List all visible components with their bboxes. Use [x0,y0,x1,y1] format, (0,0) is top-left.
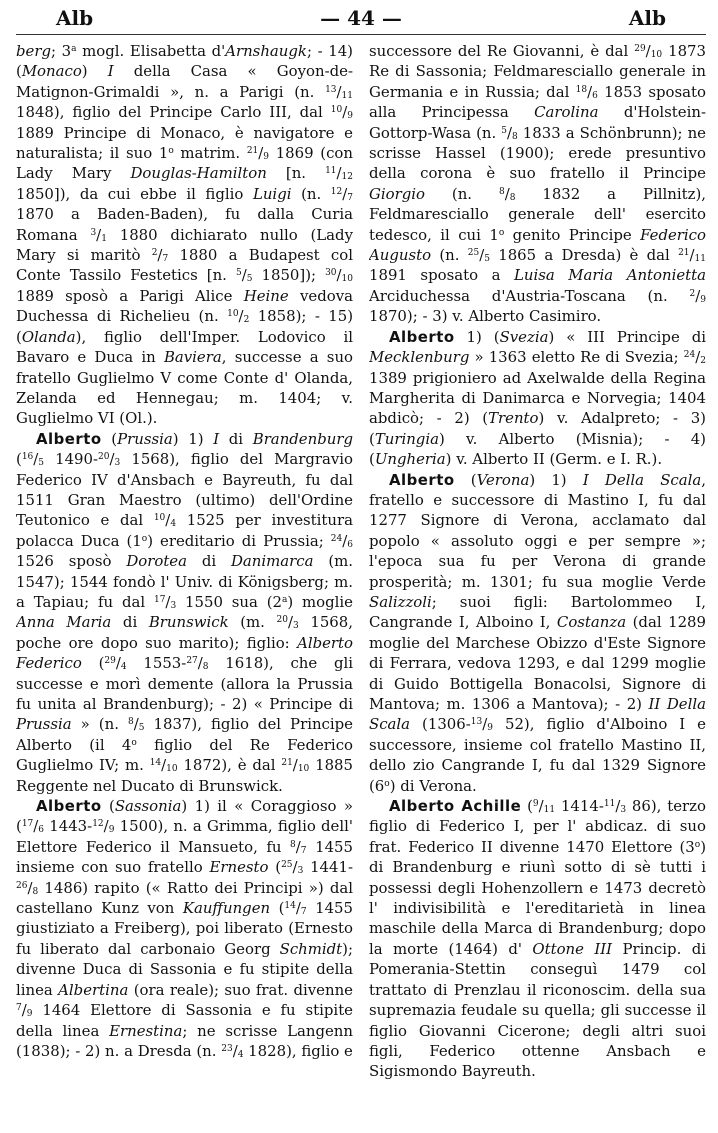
header-right-guide-word: Alb [628,6,666,30]
entry-headword: Alberto [36,429,102,448]
entry-alberto-sassonia: Alberto (Sassonia) 1) il « Coraggioso » ($^{17}/_6$ $1443-^{12}/_9$ 1500), n. a Grimma, figlio dell' Elettore Federico il Mansueto, fu $^8/_7$ 1455 insieme con suo fratello Ernesto ($^{25}/_3$ $1441-^{26}/_8$ 1486) rapito (« Ratto dei Principi ») dal castellano Kunz von Kauffungen ($^{14}/_7$ 1455 giustiziato a Freiberg), poi liberato (Ernesto fu liberato dal carbonaio Georg Schmidt); divenne Duca di Sassonia e fu stipite della linea Albertina (ora reale); suo frat. divenne $^7/_9$ 1464 Elettore di Sassonia e fu stipite della linea Ernestina; ne scrisse Langenn (1838); - 2) n. a Dresda (n. $^{23}/_4$ 1828), figlio e [16,797,353,1060]
entry-headword: Alberto [389,327,455,346]
entry-continuation: successore del Re Giovanni, è dal $^{29}/_{10}$ 1873 Re di Sassonia; Feldmaresciallo generale in Germania e in Russia; dal $^{18}/_6$ 1853 sposato alla Principessa Carolina d'Holstein-Gottorp-Wasa (n. $^5/_8$ 1833 a Schönbrunn); ne scrisse Hassel (1900); erede presuntivo della corona è suo fratello il Principe Giorgio (n. $^8/_8$ 1832 a Pillnitz), Feldmaresciallo generale dell' esercito tedesco, il cui 1$^o$ genito Principe Federico Augusto (n. $^{25}/_5$ 1865 a Dresda) è dal $^{21}/_{11}$ 1891 sposato a Luisa Maria Antonietta Arciduchessa d'Austria-Toscana (n. $^2/_9$ 1870); - 3) v. Alberto Casimiro. [369,42,706,326]
entry-headword: Alberto [36,797,102,816]
entry-alberto-achille: Alberto Achille ($^9/_{11}$ $1414-^{11}/_3$ 86), terzo figlio di Federico I, per l' abdicaz. di suo frat. Federico II divenne 1470 Elettore (3$^o$) di Brandenburg e riunì sotto di sè tutti i possessi degli Hohenzollern e 1473 decretò l' indivisibilità e l'ereditarietà in linea maschile della Marca di Brandenburg; dopo la morte (1464) d' Ottone III Princip. di Pomerania-Stettin conseguì 1479 col trattato di Prenzlau il riconoscim. della sua supremazia feudale su quella; gli successe il figlio Giovanni Cicerone; degli altri suoi figli, Federico ottenne Ansbach e Sigismondo Bayreuth. [369,797,706,1081]
right-column [369,41,706,1131]
page-header [16,6,706,35]
entry-alberto-svezia: Alberto 1) (Svezia) « III Principe di Mecklenburg » 1363 eletto Re di Svezia; $^{24}/_2$ 1389 prigioniero ad Axelwalde della Regina Margherita di Danimarca e Norvegia; 1404 abdicò; - 2) (Trento) v. Adalpreto; - 3) (Turingia) v. Alberto (Misnia); - 4) (Ungheria) v. Alberto II (Germ. e I. R.). [369,327,706,469]
entry-headword: Alberto [389,470,455,489]
left-column [16,41,353,1131]
entry-continuation: berg; 3$^a$ mogl. Elisabetta d'Arnshaugk; - 14) (Monaco) I della Casa « Goyon-de-Matignon-Grimaldi », n. a Parigi (n. $^{13}/_{11}$ 1848), figlio del Principe Carlo III, dal $^{10}/_9$ 1889 Principe di Monaco, è navigatore e naturalista; il suo 1$^o$ matrim. $^{21}/_9$ 1869 (con Lady Mary Douglas-Hamilton [n. $^{11}/_{12}$ 1850]), da cui ebbe il figlio Luigi (n. $^{12}/_7$ 1870 a Baden-Baden), fu dalla Curia Romana $^3/_1$ 1880 dichiarato nullo (Lady Mary si maritò $^2/_7$ 1880 a Budapest col Conte Tassilo Festetics [n. $^5/_5$ 1850]); $^{30}/_{10}$ 1889 sposò a Parigi Alice Heine vedova Duchessa di Richelieu (n. $^{10}/_2$ 1858); - 15) (Olanda), figlio dell'Imper. Lodovico il Bavaro e Duca in Baviera, successe a suo fratello Guglielmo V come Conte d' Olanda, Zelanda ed Hennegau; m. 1404; v. Guglielmo VI (Ol.). [16,42,353,428]
header-left-guide-word: Alb [56,6,94,30]
page-number: — 44 — [320,6,402,30]
entry-headword: Alberto Achille [389,797,522,816]
text-columns [16,41,706,1131]
entry-alberto-verona: Alberto (Verona) 1) I Della Scala, fratello e successore di Mastino I, fu dal 1277 Signore di Verona, acclamato dal popolo « assoluto oggi e per sempre »; l'epoca sua fu per Verona di grande prosperità; m. 1301; fu sua moglie Verde Salizzoli; suoi figli: Bartolommeo I, Cangrande I, Alboino I, Costanza (dal 1289 moglie del Marchese Obizzo d'Este Signore di Ferrara, vedova 1293, e dal 1299 moglie di Guido Bottigella Bonacolsi, Signore di Mantova; m. 1306 a Mantova); - 2) II Della Scala ($1306-^{13}/_9$ 52), figlio d'Alboino I e successore, insieme col fratello Mastino II, dello zio Cangrande I, fu dal 1329 Signore (6$^o$) di Verona. [369,470,706,795]
entry-alberto-prussia: Alberto (Prussia) 1) I di Brandenburg ($^{16}/_5$ $1490-^{20}/_3$ 1568), figlio del Margravio Federico IV d'Ansbach e Bayreuth, fu dal 1511 Gran Maestro (ultimo) dell'Ordine Teutonico e dal $^{10}/_4$ 1525 per investitura polacca Duca (1$^o$) ereditario di Prussia; $^{24}/_6$ 1526 sposò Dorotea di Danimarca (m. 1547); 1544 fondò l' Univ. di Königsberg; m. a Tapiau; fu dal $^{17}/_3$ 1550 sua (2$^a$) moglie Anna Maria di Brunswick (m. $^{20}/_3$ 1568, poche ore dopo suo marito); figlio: Alberto Federico ($^{29}/_4$ $1553-^{27}/_8$ 1618), che gli successe e morì demente (allora la Prussia fu unita al Brandenburg); - 2) « Principe di Prussia » (n. $^8/_5$ 1837), figlio del Principe Alberto (il 4$^o$ figlio del Re Federico Guglielmo IV; m. $^{14}/_{10}$ 1872), è dal $^{21}/_{10}$ 1885 Reggente nel Ducato di Brunswick. [16,429,353,795]
